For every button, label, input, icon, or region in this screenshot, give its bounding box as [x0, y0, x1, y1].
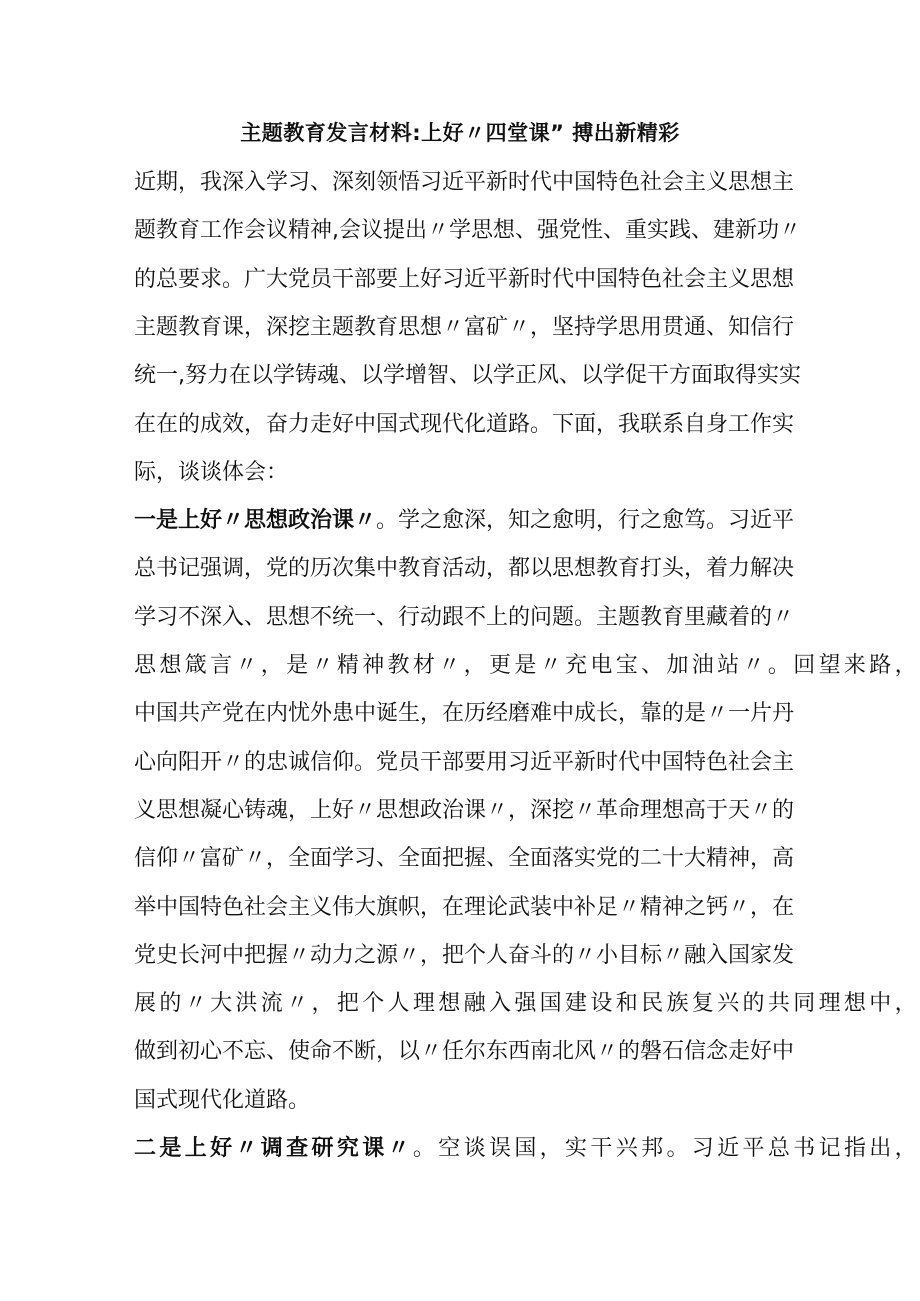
body-text: 主题教育课，深挖主题教育思想〃富矿〃，坚持学思用贯通、知信行	[134, 315, 795, 340]
body-text: 题教育工作会议精神,会议提出〃学思想、强党性、重实践、建新功〃	[134, 218, 801, 243]
text-line	[134, 410, 794, 440]
body-text: 的总要求。广大党员干部要上好习近平新时代中国特色社会主义思想	[134, 267, 795, 292]
text-line	[134, 748, 794, 778]
text-line	[134, 361, 801, 391]
text-line	[134, 651, 920, 681]
text-line	[134, 844, 794, 874]
body-text: 信仰〃富矿〃，全面学习、全面把握、全面落实党的二十大精神，高	[134, 846, 795, 871]
section-heading: 一是上好〃思想政治课〃	[134, 508, 377, 533]
body-text: 展的〃大洪流〃，把个人理想融入强国建设和民族复兴的共同理想中，	[134, 991, 920, 1016]
body-text: 中国共产党在内忧外患中诞生，在历经磨难中成长，靠的是〃一片丹	[134, 701, 795, 726]
body-text: 近期，我深入学习、深刻领悟习近平新时代中国特色社会主义思想主	[134, 170, 795, 195]
text-line	[134, 699, 794, 729]
text-line	[134, 265, 794, 295]
text-line	[134, 1134, 920, 1164]
text-line	[134, 796, 794, 826]
text-line	[134, 1037, 794, 1067]
body-text: 在在的成效，奋力走好中国式现代化道路。下面，我联系自身工作实	[134, 412, 795, 437]
body-text: 思想箴言〃，是〃精神教材〃，更是〃充电宝、加油站〃。回望来路，	[134, 653, 920, 678]
text-line	[134, 506, 794, 536]
text-line	[134, 554, 794, 584]
body-text: 统一,努力在以学铸魂、以学增智、以学正风、以学促干方面取得实实	[134, 363, 801, 388]
text-line	[134, 603, 794, 633]
document-title: 主题教育发言材料:上好〃四堂课” 搏出新精彩	[240, 121, 680, 145]
body-text: 党史长河中把握〃动力之源〃，把个人奋斗的〃小目标〃融入国家发	[134, 943, 795, 968]
text-line	[134, 989, 920, 1019]
text-line	[134, 1086, 310, 1116]
body-text: 际，谈谈体会：	[134, 460, 289, 485]
body-text: 学习不深入、思想不统一、行动跟不上的问题。主题教育里藏着的〃	[134, 605, 795, 630]
text-line	[134, 168, 794, 198]
body-text: 做到初心不忘、使命不断，以〃任尔东西南北风〃的磐石信念走好中	[134, 1039, 795, 1064]
text-line	[134, 893, 794, 923]
body-text: 举中国特色社会主义伟大旗帜，在理论武装中补足〃精神之钙〃，在	[134, 895, 795, 920]
text-line	[134, 216, 801, 246]
section-heading: 二是上好〃调查研究课〃	[134, 1136, 413, 1161]
text-line	[134, 313, 794, 343]
body-text: 。学之愈深，知之愈明，行之愈笃。习近平	[376, 508, 795, 533]
text-line	[134, 941, 794, 971]
text-line	[134, 458, 288, 488]
body-text: 心向阳开〃的忠诚信仰。党员干部要用习近平新时代中国特色社会主	[134, 750, 795, 775]
body-text: 。空谈误国，实干兴邦。习近平总书记指出，	[412, 1136, 920, 1161]
body-text: 义思想凝心铸魂，上好〃思想政治课〃，深挖〃革命理想高于天〃的	[134, 798, 795, 823]
body-text: 总书记强调，党的历次集中教育活动，都以思想教育打头，着力解决	[134, 556, 795, 581]
body-text: 国式现代化道路。	[134, 1088, 311, 1113]
